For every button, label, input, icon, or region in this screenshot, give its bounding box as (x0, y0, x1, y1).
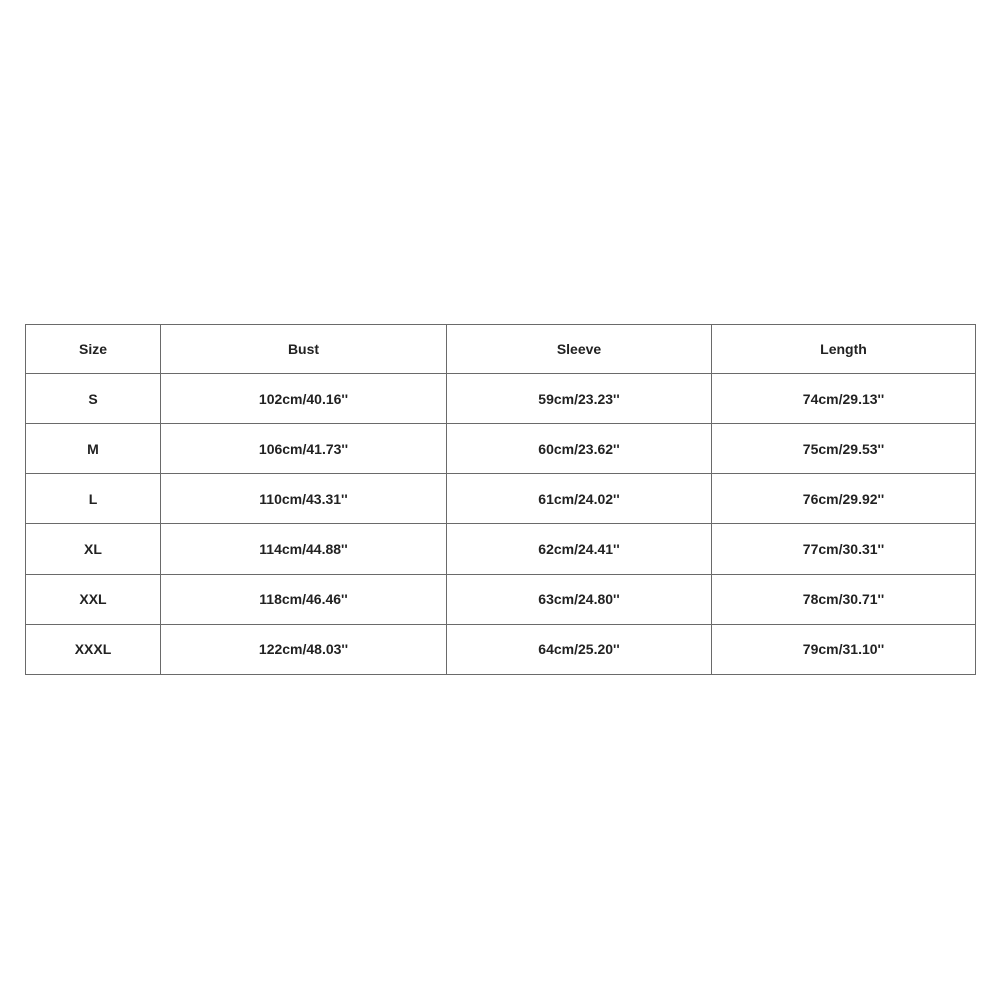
table-row (26, 624, 976, 674)
size-cell: M (26, 424, 161, 474)
bust-cell: 122cm/48.03'' (161, 624, 447, 674)
bust-cell: 114cm/44.88'' (161, 524, 447, 574)
table-header-row (26, 325, 976, 374)
length-cell: 75cm/29.53'' (712, 424, 976, 474)
table-row (26, 524, 976, 574)
length-cell: 78cm/30.71'' (712, 574, 976, 624)
length-cell: 74cm/29.13'' (712, 374, 976, 424)
sleeve-cell: 64cm/25.20'' (447, 624, 712, 674)
bust-cell: 110cm/43.31'' (161, 474, 447, 524)
size-cell: S (26, 374, 161, 424)
header-size: Size (26, 325, 161, 374)
sleeve-cell: 63cm/24.80'' (447, 574, 712, 624)
length-cell: 76cm/29.92'' (712, 474, 976, 524)
bust-cell: 118cm/46.46'' (161, 574, 447, 624)
size-cell: XXXL (26, 624, 161, 674)
size-chart-table (25, 324, 976, 675)
size-cell: L (26, 474, 161, 524)
table-row (26, 374, 976, 424)
header-length: Length (712, 325, 976, 374)
bust-cell: 102cm/40.16'' (161, 374, 447, 424)
sleeve-cell: 61cm/24.02'' (447, 474, 712, 524)
sleeve-cell: 60cm/23.62'' (447, 424, 712, 474)
header-sleeve: Sleeve (447, 325, 712, 374)
length-cell: 77cm/30.31'' (712, 524, 976, 574)
bust-cell: 106cm/41.73'' (161, 424, 447, 474)
size-cell: XXL (26, 574, 161, 624)
size-cell: XL (26, 524, 161, 574)
sleeve-cell: 62cm/24.41'' (447, 524, 712, 574)
length-cell: 79cm/31.10'' (712, 624, 976, 674)
table-row (26, 474, 976, 524)
table-row (26, 424, 976, 474)
table-row (26, 574, 976, 624)
header-bust: Bust (161, 325, 447, 374)
sleeve-cell: 59cm/23.23'' (447, 374, 712, 424)
